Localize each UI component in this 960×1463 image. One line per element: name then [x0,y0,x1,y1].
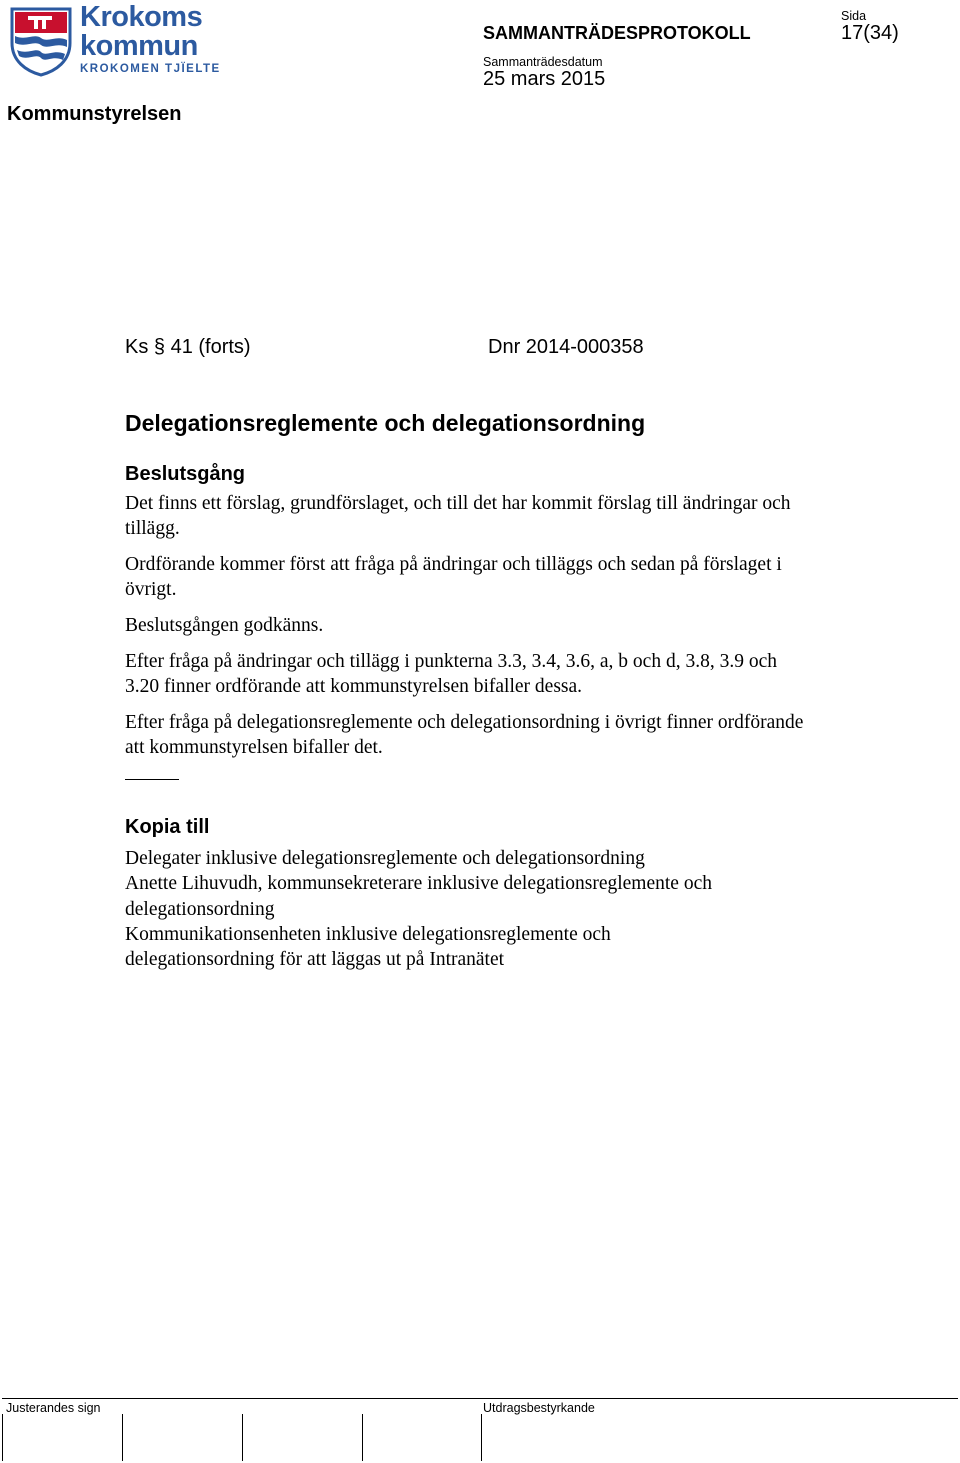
separator-rule [125,779,179,780]
logo-shield-icon [8,3,74,77]
kopia-heading: Kopia till [125,816,210,838]
utdragsbestyrkande-label: Utdragsbestyrkande [483,1401,595,1415]
justerandes-sign-label: Justerandes sign [6,1401,101,1415]
logo-name-line2: kommun [80,30,198,62]
kopia-line: delegationsordning för att läggas ut på Intranätet [125,949,505,971]
logo-text [80,2,221,75]
logo-name-line1: Krokoms [80,1,203,33]
footer-rule [2,1398,958,1399]
logo-subtitle: KROKOMEN TJÏELTE [80,63,221,75]
document-body [125,462,815,972]
organization-name: Kommunstyrelsen [7,103,182,125]
beslutsgang-paragraph: Ordförande kommer först att fråga på ändringar och tilläggs och sedan på förslaget i övrigt. [125,554,782,600]
kopia-line: delegationsordning [125,898,275,920]
meeting-date-label: Sammanträdesdatum [483,55,603,69]
beslutsgang-heading: Beslutsgång [125,463,246,485]
signature-box-divider [481,1414,482,1461]
section-title: Delegationsreglemente och delegationsordning [125,410,646,436]
signature-box-divider [2,1414,3,1461]
beslutsgang-paragraph: Efter fråga på ändringar och tillägg i punkterna 3.3, 3.4, 3.6, a, b och d, 3.8, 3.9 och 3.20 finner ordförande att kommunstyrelsen bifaller dessa. [125,651,777,697]
diary-number: Dnr 2014-000358 [488,336,644,358]
beslutsgang-paragraph: Efter fråga på delegationsreglemente och delegationsordning i övrigt finner ordförande att kommunstyrelsen bifaller det. [125,712,804,758]
kopia-line: Delegater inklusive delegationsreglemente och delegationsordning [125,848,645,869]
page-number: 17(34) [841,22,899,44]
beslutsgang-paragraph: Det finns ett förslag, grundförslaget, och till det har kommit förslag till ändringar och tillägg. [125,493,791,539]
signature-box-divider [242,1414,243,1461]
signature-box-divider [362,1414,363,1461]
signature-box-divider [122,1414,123,1461]
document-type: SAMMANTRÄDESPROTOKOLL [483,23,751,43]
kopia-list [125,846,815,972]
meeting-date-value: 25 mars 2015 [483,68,606,90]
kopia-line: Anette Lihuvudh, kommunsekreterare inklusive delegationsreglemente och [125,873,712,895]
kopia-line: Kommunikationsenheten inklusive delegationsreglemente och [125,923,611,945]
page-label: Sida [841,9,867,23]
beslutsgang-paragraph: Beslutsgången godkänns. [125,615,324,636]
section-reference: Ks § 41 (forts) [125,336,251,358]
